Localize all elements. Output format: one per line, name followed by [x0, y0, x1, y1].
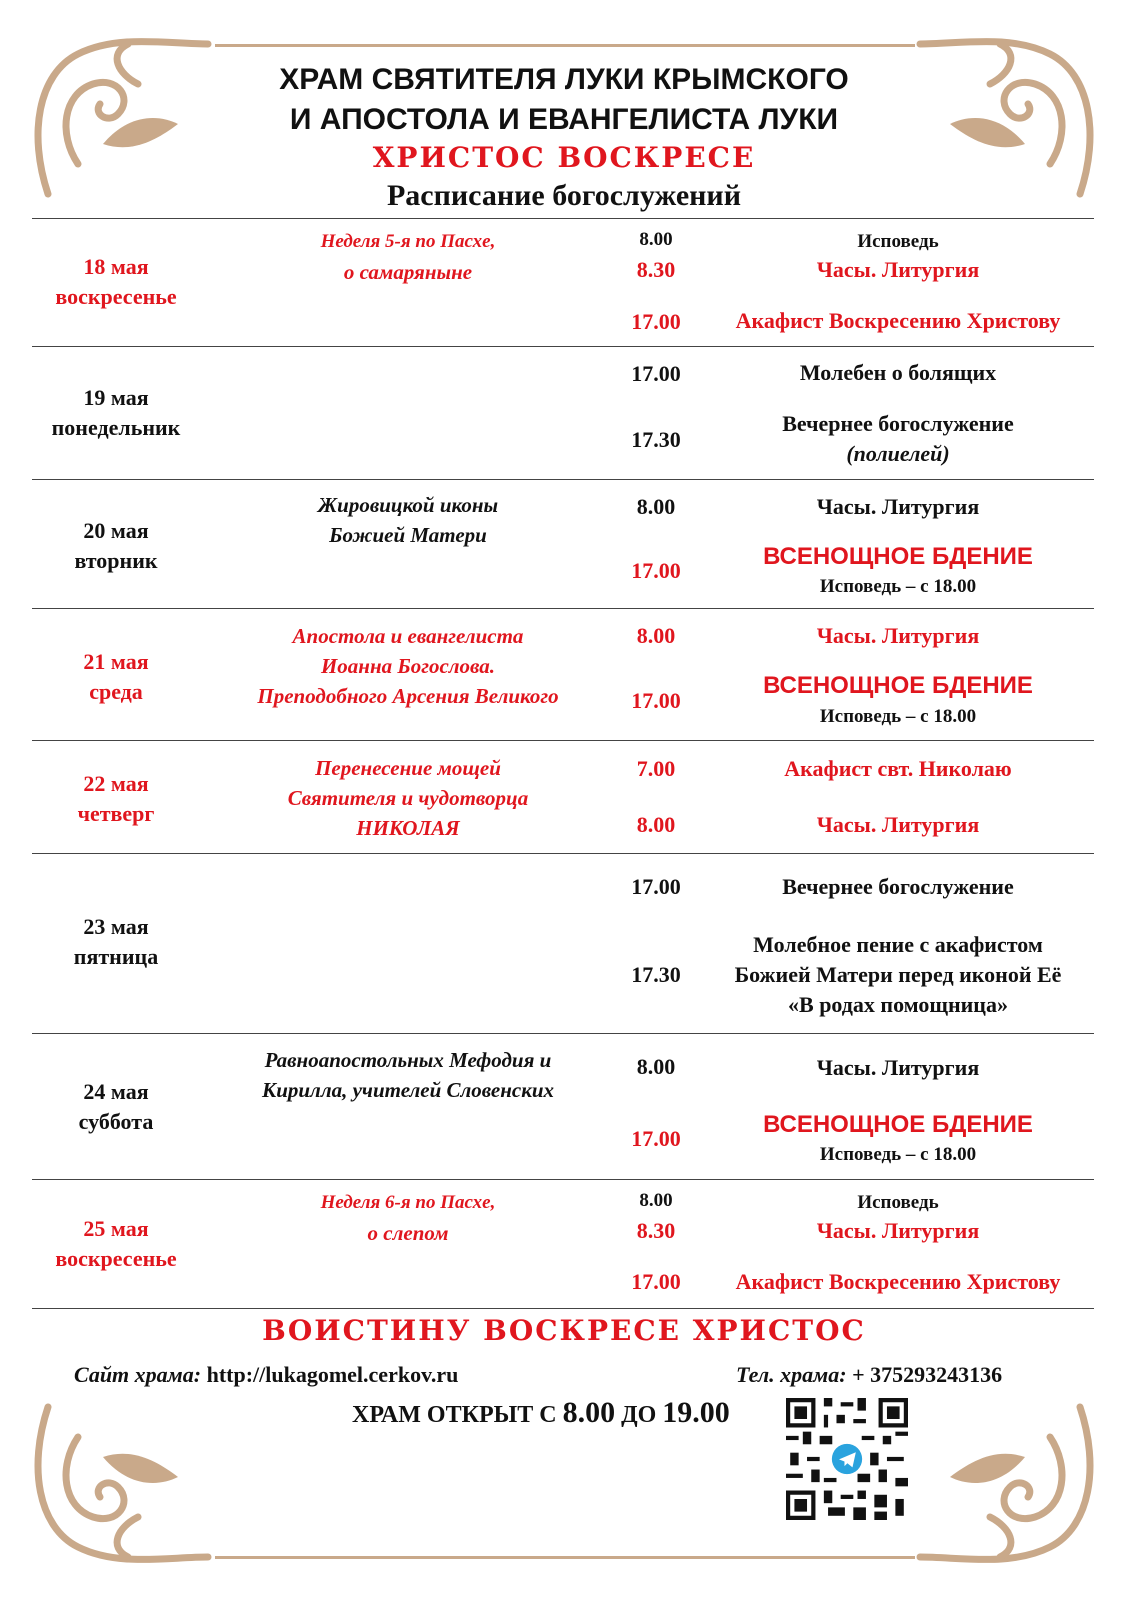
service-name: Акафист Воскресению Христову — [735, 308, 1061, 333]
service-name: Часы. Литургия — [816, 1055, 980, 1080]
service-time: 17.00 — [631, 1269, 681, 1294]
date-cell — [32, 769, 200, 829]
service-time: 8.00 — [636, 812, 676, 837]
table-row — [32, 347, 1094, 480]
feast-line: Перенесение мощей — [315, 756, 501, 780]
date-label: 19 мая — [83, 385, 149, 410]
feast-line: НИКОЛАЯ — [356, 816, 460, 840]
service-time: 17.00 — [631, 558, 681, 583]
frame-bottom-rule — [215, 1556, 915, 1559]
date-cell — [32, 516, 200, 576]
feast-cell — [210, 490, 606, 550]
feast-line: о самаряныне — [343, 260, 473, 284]
open-prefix: ХРАМ ОТКРЫТ С — [352, 1402, 557, 1428]
weekday-label: среда — [89, 679, 143, 704]
service-name: Часы. Литургия — [816, 257, 980, 282]
feast-cell — [210, 227, 606, 287]
date-label: 20 мая — [83, 518, 149, 543]
feast-line: Иоанна Богослова. — [320, 654, 496, 678]
date-label: 22 мая — [83, 771, 149, 796]
ornament-bottom-left-icon — [18, 1387, 218, 1587]
feast-line: Апостола и евангелиста — [292, 624, 524, 648]
open-mid: ДО — [621, 1402, 657, 1428]
service-time: 7.00 — [636, 756, 676, 781]
date-cell — [32, 383, 200, 443]
site-label: Сайт храма: — [74, 1362, 202, 1387]
service-time: 8.00 — [639, 229, 673, 250]
date-cell — [32, 1077, 200, 1137]
frame-top-rule — [215, 44, 915, 47]
service-time: 17.00 — [631, 874, 681, 899]
service-line: «В родах помощница» — [788, 992, 1008, 1017]
service-note: (полиелей) — [846, 441, 950, 466]
schedule-table — [32, 218, 1094, 1309]
service-name: Часы. Литургия — [816, 1218, 980, 1243]
service-name: Акафист свт. Николаю — [784, 756, 1012, 781]
service-note: Исповедь – с 18.00 — [819, 706, 977, 727]
service-name: Вечернее богослужение — [782, 874, 1014, 899]
feast-cell — [210, 1045, 606, 1105]
service-time: 17.00 — [631, 688, 681, 713]
service-time: 17.30 — [631, 962, 681, 987]
date-cell — [32, 912, 200, 972]
service-line: Божией Матери перед иконой Её — [734, 962, 1062, 987]
service-time: 8.30 — [636, 1218, 676, 1243]
table-row — [32, 219, 1094, 347]
service-time: 8.30 — [636, 257, 676, 282]
service-time: 8.00 — [636, 1054, 676, 1079]
open-from: 8.00 — [562, 1396, 616, 1429]
date-label: 18 мая — [83, 254, 149, 279]
weekday-label: пятница — [73, 944, 159, 969]
feast-cell — [210, 1188, 606, 1248]
date-cell — [32, 647, 200, 707]
service-name: ВСЕНОЩНОЕ БДЕНИЕ — [763, 672, 1033, 699]
page-header — [0, 60, 1128, 216]
paschal-greeting: ХРИСТОС ВОСКРЕСЕ — [372, 141, 756, 174]
date-label: 21 мая — [83, 649, 149, 674]
feast-line: Святителя и чудотворца — [287, 786, 529, 810]
service-name: Часы. Литургия — [816, 812, 980, 837]
service-note: Исповедь – с 18.00 — [819, 1144, 977, 1165]
weekday-label: четверг — [77, 801, 155, 826]
feast-line: Кирилла, учителей Словенских — [261, 1078, 555, 1102]
phone-label: Тел. храма: — [736, 1362, 847, 1387]
church-name-line-2: И АПОСТОЛА И ЕВАНГЕЛИСТА ЛУКИ — [289, 103, 839, 136]
feast-line: Равноапостольных Мефодия и — [264, 1048, 552, 1072]
service-time: 8.00 — [636, 494, 676, 519]
date-label: 25 мая — [83, 1216, 149, 1241]
ornament-bottom-right-icon — [910, 1387, 1110, 1587]
service-note: Исповедь – с 18.00 — [819, 576, 977, 597]
weekday-label: вторник — [74, 548, 158, 573]
feast-line: Божией Матери — [329, 523, 487, 547]
service-time: 8.00 — [639, 1190, 673, 1211]
phone-number[interactable]: + 375293243136 — [852, 1362, 1003, 1387]
service-time: 8.00 — [636, 623, 676, 648]
service-time: 17.30 — [631, 427, 681, 452]
date-label: 23 мая — [83, 914, 149, 939]
weekday-label: воскресенье — [55, 1246, 177, 1271]
service-name: ВСЕНОЩНОЕ БДЕНИЕ — [763, 1111, 1033, 1138]
date-label: 24 мая — [83, 1079, 149, 1104]
date-cell — [32, 1214, 200, 1274]
feast-line: Неделя 5-я по Пасхе, — [320, 231, 496, 252]
table-row — [32, 1180, 1094, 1309]
phone-info — [736, 1362, 1002, 1388]
church-name-line-1: ХРАМ СВЯТИТЕЛЯ ЛУКИ КРЫМСКОГО — [279, 63, 849, 96]
opening-hours — [352, 1396, 730, 1430]
service-name: Акафист Воскресению Христову — [735, 1269, 1061, 1294]
service-name: Часы. Литургия — [816, 494, 980, 519]
service-name: Исповедь — [857, 231, 939, 252]
schedule-title: Расписание богослужений — [386, 179, 742, 212]
service-time: 17.00 — [631, 1126, 681, 1151]
site-info — [74, 1362, 458, 1388]
service-name: Исповедь — [857, 1192, 939, 1213]
qr-code-icon[interactable] — [786, 1398, 908, 1520]
service-name: Вечернее богослужение — [782, 411, 1014, 436]
feast-line: Жировицкой иконы — [317, 493, 499, 517]
table-row — [32, 609, 1094, 741]
service-line: Молебное пение с акафистом — [753, 932, 1043, 957]
weekday-label: воскресенье — [55, 284, 177, 309]
service-name — [702, 930, 1094, 1020]
feast-cell — [210, 621, 606, 711]
date-cell — [32, 252, 200, 312]
service-name: ВСЕНОЩНОЕ БДЕНИЕ — [763, 543, 1033, 570]
feast-cell — [210, 753, 606, 843]
table-row — [32, 480, 1094, 609]
feast-line: о слепом — [367, 1221, 449, 1245]
weekday-label: понедельник — [51, 415, 181, 440]
service-name: Молебен о болящих — [799, 360, 997, 385]
table-row — [32, 854, 1094, 1034]
service-time: 17.00 — [631, 361, 681, 386]
paschal-response: ВОИСТИНУ ВОСКРЕСЕ ХРИСТОС — [262, 1314, 866, 1347]
table-row — [32, 1034, 1094, 1180]
weekday-label: суббота — [78, 1109, 154, 1134]
table-row — [32, 741, 1094, 854]
site-url-link[interactable]: http://lukagomel.cerkov.ru — [206, 1362, 459, 1387]
feast-line: Неделя 6-я по Пасхе, — [320, 1192, 496, 1213]
open-to: 19.00 — [662, 1396, 730, 1429]
feast-line: Преподобного Арсения Великого — [257, 684, 559, 708]
service-name: Часы. Литургия — [816, 623, 980, 648]
service-time: 17.00 — [631, 309, 681, 334]
